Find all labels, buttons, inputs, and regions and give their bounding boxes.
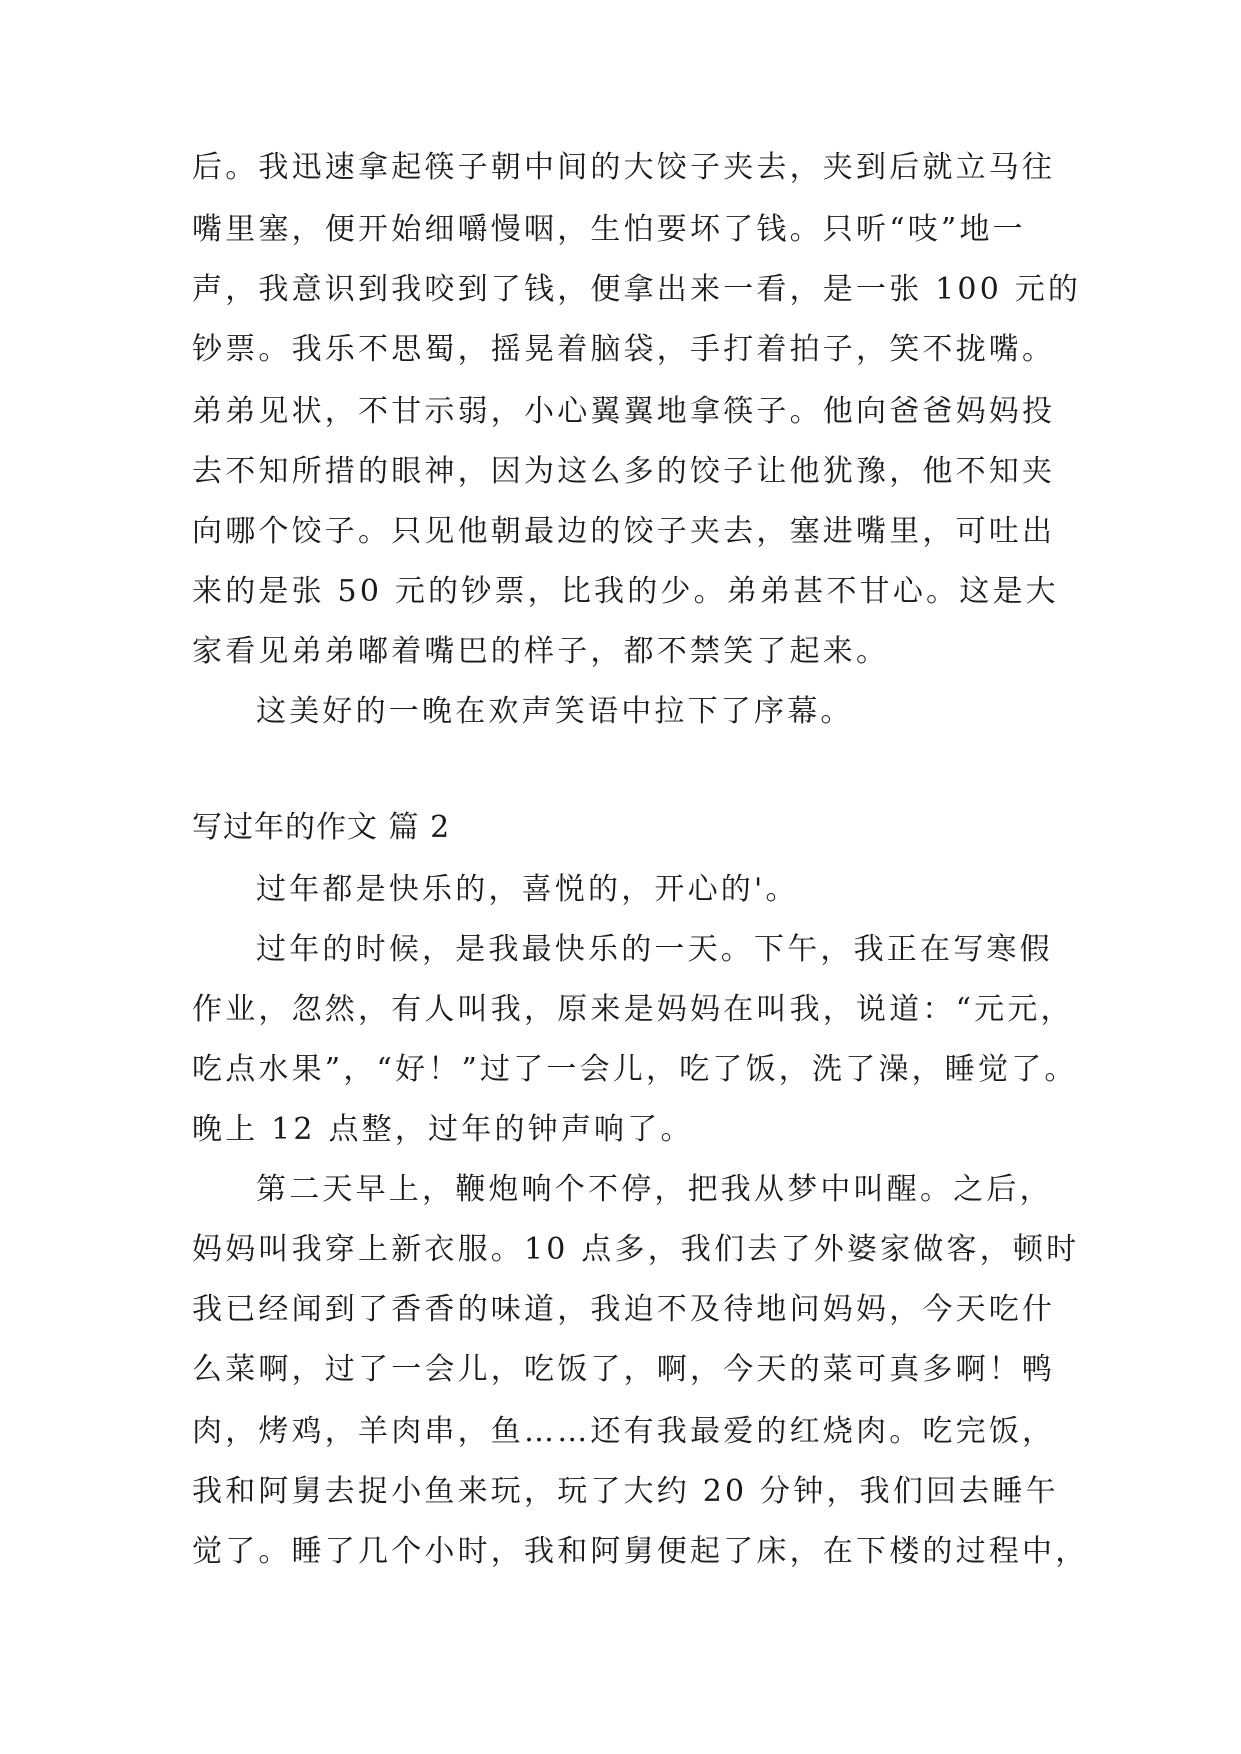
body-text-line: 我和阿舅去捉小鱼来玩，玩了大约 20 分钟，我们回去睡午 (192, 1474, 1059, 1509)
body-text-line: 么菜啊，过了一会儿，吃饭了，啊，今天的菜可真多啊！鸭 (192, 1352, 1056, 1387)
body-text-line: 妈妈叫我穿上新衣服。10 点多，我们去了外婆家做客，顿时 (192, 1232, 1080, 1267)
body-text-line: 肉，烤鸡，羊肉串，鱼……还有我最爱的红烧肉。吃完饭， (192, 1414, 1056, 1449)
body-text-line: 第二天早上，鞭炮响个不停，把我从梦中叫醒。之后， (256, 1172, 1053, 1207)
body-text-line: 来的是张 50 元的钞票，比我的少。弟弟甚不甘心。这是大 (192, 574, 1059, 609)
body-text-line: 家看见弟弟嘟着嘴巴的样子，都不禁笑了起来。 (192, 634, 890, 669)
body-text-line: 向哪个饺子。只见他朝最边的饺子夹去，塞进嘴里，可吐出 (192, 514, 1056, 549)
closing-sentence: 这美好的一晚在欢声笑语中拉下了序幕。 (256, 694, 854, 729)
body-text-line: 我已经闻到了香香的味道，我迫不及待地问妈妈，今天吃什 (192, 1292, 1056, 1327)
body-text-line: 去不知所措的眼神，因为这么多的饺子让他犹豫，他不知夹 (192, 454, 1056, 489)
body-text-line: 弟弟见状，不甘示弱，小心翼翼地拿筷子。他向爸爸妈妈投 (192, 394, 1056, 429)
body-text-line: 晚上 12 点整，过年的钟声响了。 (192, 1112, 694, 1147)
body-text-line: 吃点水果”，“好！”过了一会儿，吃了饭，洗了澡，睡觉了。 (192, 1052, 1078, 1087)
body-text-line: 过年的时候，是我最快乐的一天。下午，我正在写寒假 (256, 932, 1053, 967)
body-text-line: 后。我迅速拿起筷子朝中间的大饺子夹去，夹到后就立马往 (192, 150, 1056, 185)
body-text-line: 作业，忽然，有人叫我，原来是妈妈在叫我，说道：“元元， (192, 992, 1074, 1027)
section-heading: 写过年的作文 篇 2 (192, 810, 451, 845)
intro-sentence: 过年都是快乐的，喜悦的，开心的'。 (256, 872, 799, 907)
body-text-line: 嘴里塞，便开始细嚼慢咽，生怕要坏了钱。只听“吱”地一 (192, 212, 1026, 247)
body-text-line: 觉了。睡了几个小时，我和阿舅便起了床，在下楼的过程中， (192, 1534, 1089, 1569)
body-text-line: 声，我意识到我咬到了钱，便拿出来一看，是一张 100 元的 (192, 272, 1082, 307)
body-text-line: 钞票。我乐不思蜀，摇晃着脑袋，手打着拍子，笑不拢嘴。 (192, 332, 1056, 367)
